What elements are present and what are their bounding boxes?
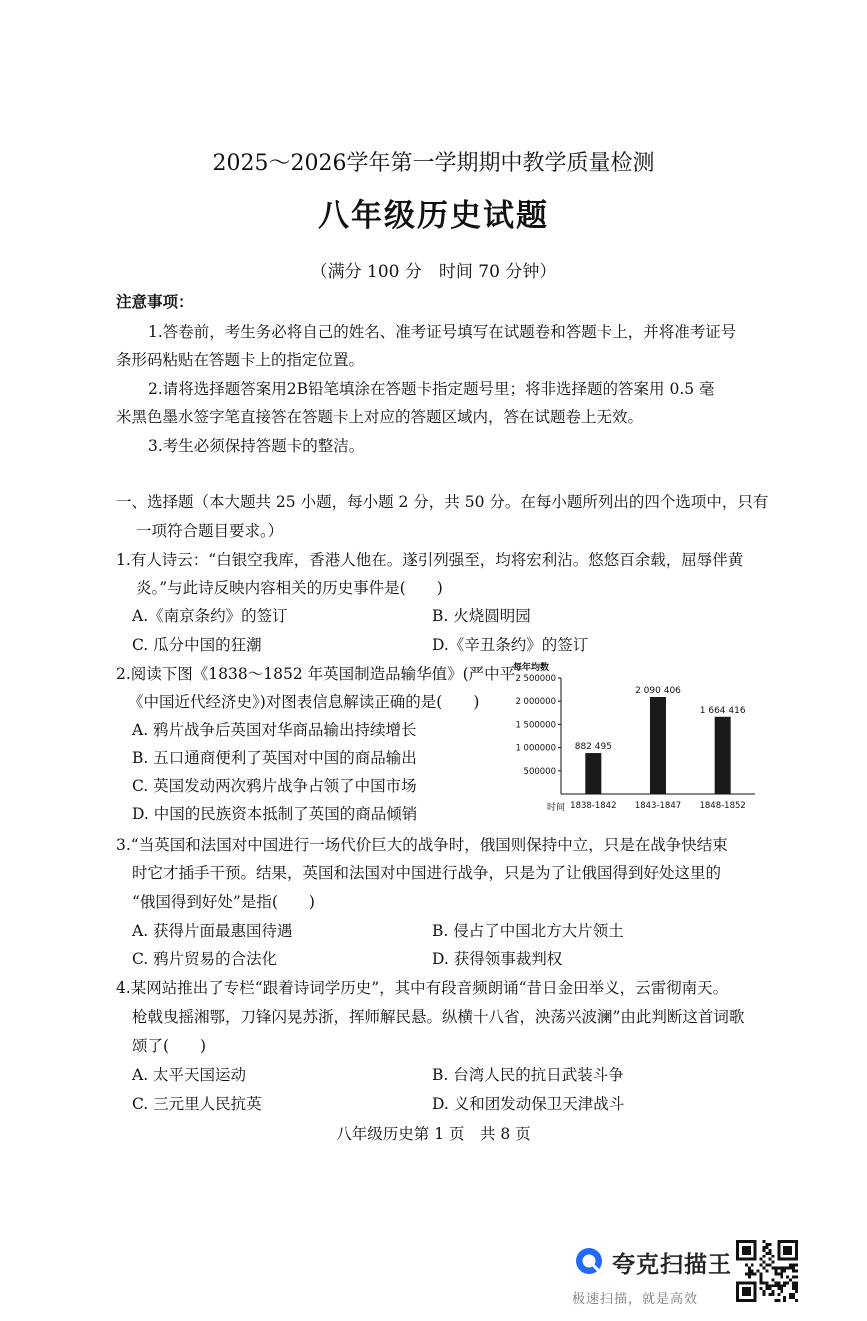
note-line: 1.答卷前，考生务必将自己的姓名、准考证号填写在试题卷和答题卡上，并将准考证号 — [148, 323, 737, 341]
paper-title: 八年级历史试题 — [318, 198, 549, 234]
page-footer: 八年级历史第 1 页 共 8 页 — [336, 1125, 531, 1143]
chart-y-tick-label: 1 000000 — [515, 743, 556, 754]
question-2-stem-cont: 《中国近代经济史》)对图表信息解读正确的是( ) — [128, 693, 480, 711]
question-4-stem-cont: 枪戟曳摇湘鄂，刀锋闪晃苏浙，挥师解民悬。纵横十八省，泱荡兴波澜”由此判断这首词歌 — [132, 1008, 745, 1026]
chart-x-label: 时间 — [547, 803, 566, 813]
question-2-stem: 2.阅读下图《1838～1852 年英国制造品输华值》(严中平 — [116, 665, 516, 683]
chart-bar — [715, 717, 731, 794]
chart-data-label: 1 664 416 — [699, 705, 746, 716]
chart-y-tick-label: 2 500000 — [515, 674, 556, 684]
question-1-option-a: A.《南京条约》的签订 — [132, 607, 288, 625]
note-line: 条形码粘贴在答题卡上的指定位置。 — [116, 351, 365, 369]
question-3-stem-cont: “俄国得到好处”是指( ) — [132, 893, 315, 911]
question-3-stem-cont: 时它才插手干预。结果，英国和法国对中国进行战争，只是为了让俄国得到好处这里的 — [132, 864, 722, 882]
quark-logo-icon — [574, 1246, 604, 1276]
chart-category-label: 1838-1842 — [570, 801, 617, 811]
question-1-stem-cont: 炎。”与此诗反映内容相关的历史事件是( ) — [136, 579, 443, 597]
question-4-option-a: A. 太平天国运动 — [132, 1066, 247, 1084]
question-1-option-d: D.《辛丑条约》的签订 — [432, 636, 589, 654]
section-heading: 一、选择题（本大题共 25 小题，每小题 2 分，共 50 分。在每小题所列出的四个选项中，只有 — [116, 493, 769, 511]
question-3-option-d: D. 获得领事裁判权 — [432, 950, 563, 968]
question-3-stem: 3.“当英国和法国对中国进行一场代价巨大的战争时，俄国则保持中立，只是在战争快结束 — [116, 836, 728, 854]
question-4-option-b: B. 台湾人民的抗日武装斗争 — [432, 1066, 624, 1084]
chart-y-tick-label: 500000 — [523, 766, 556, 777]
question-2-option-b: B. 五口通商便利了英国对中国的商品输出 — [132, 749, 417, 767]
question-3-option-a: A. 获得片面最惠国待遇 — [132, 922, 293, 940]
question-2-option-a: A. 鸦片战争后英国对华商品输出持续增长 — [132, 721, 417, 739]
chart-y-tick-label: 1 500000 — [515, 720, 556, 731]
section-heading-cont: 一项符合题目要求。） — [136, 522, 284, 540]
question-4-stem: 4.某网站推出了专栏“跟着诗词学历史”，其中有段音频朗诵“昔日金田举义，云雷彻南天。 — [116, 979, 729, 997]
chart-y-label: 每年均数 — [513, 663, 550, 673]
score-time: （满分 100 分 时间 70 分钟） — [310, 262, 557, 282]
exam-header: 2025～2026学年第一学期期中教学质量检测 — [212, 151, 655, 176]
question-4-option-d: D. 义和团发动保卫天津战斗 — [432, 1095, 625, 1113]
note-line: 米黑色墨水签字笔直接答在答题卡上对应的答题区域内，答在试题卷上无效。 — [116, 408, 644, 426]
qr-code-icon — [736, 1240, 798, 1302]
brand-slogan: 极速扫描，就是高效 — [572, 1292, 699, 1307]
chart-bar — [585, 753, 601, 794]
question-1-option-c: C. 瓜分中国的狂潮 — [132, 636, 262, 654]
notes-heading: 注意事项： — [116, 292, 194, 311]
question-4-option-c: C. 三元里人民抗英 — [132, 1095, 262, 1113]
question-1-option-b: B. 火烧圆明园 — [432, 607, 531, 625]
question-3-option-c: C. 鸦片贸易的合法化 — [132, 950, 278, 968]
chart-data-label: 2 090 406 — [635, 686, 681, 697]
chart-category-label: 1848-1852 — [699, 801, 746, 811]
question-3-option-b: B. 侵占了中国北方大片领土 — [432, 922, 624, 940]
chart-data-label: 882 495 — [574, 742, 612, 753]
question-4-stem-cont: 颂了( ) — [132, 1037, 207, 1055]
note-line: 2.请将选择题答案用2B铅笔填涂在答题卡指定题号里；将非选择题的答案用 0.5 毫 — [148, 380, 715, 398]
brand-name: 夸克扫描王 — [612, 1252, 732, 1278]
export-value-chart — [505, 658, 763, 818]
question-1-stem: 1.有人诗云：“白银空我库，香港人他在。遂引列强至，均将宏利沾。悠悠百余载，屈辱伴黄 — [116, 551, 744, 569]
chart-category-label: 1843-1847 — [634, 801, 682, 811]
question-2-option-c: C. 英国发动两次鸦片战争占领了中国市场 — [132, 777, 417, 795]
note-line: 3.考生必须保持答题卡的整洁。 — [148, 437, 365, 455]
chart-y-tick-label: 2 000000 — [515, 697, 556, 708]
chart-bar — [650, 697, 666, 794]
question-2-option-d: D. 中国的民族资本抵制了英国的商品倾销 — [132, 805, 418, 823]
